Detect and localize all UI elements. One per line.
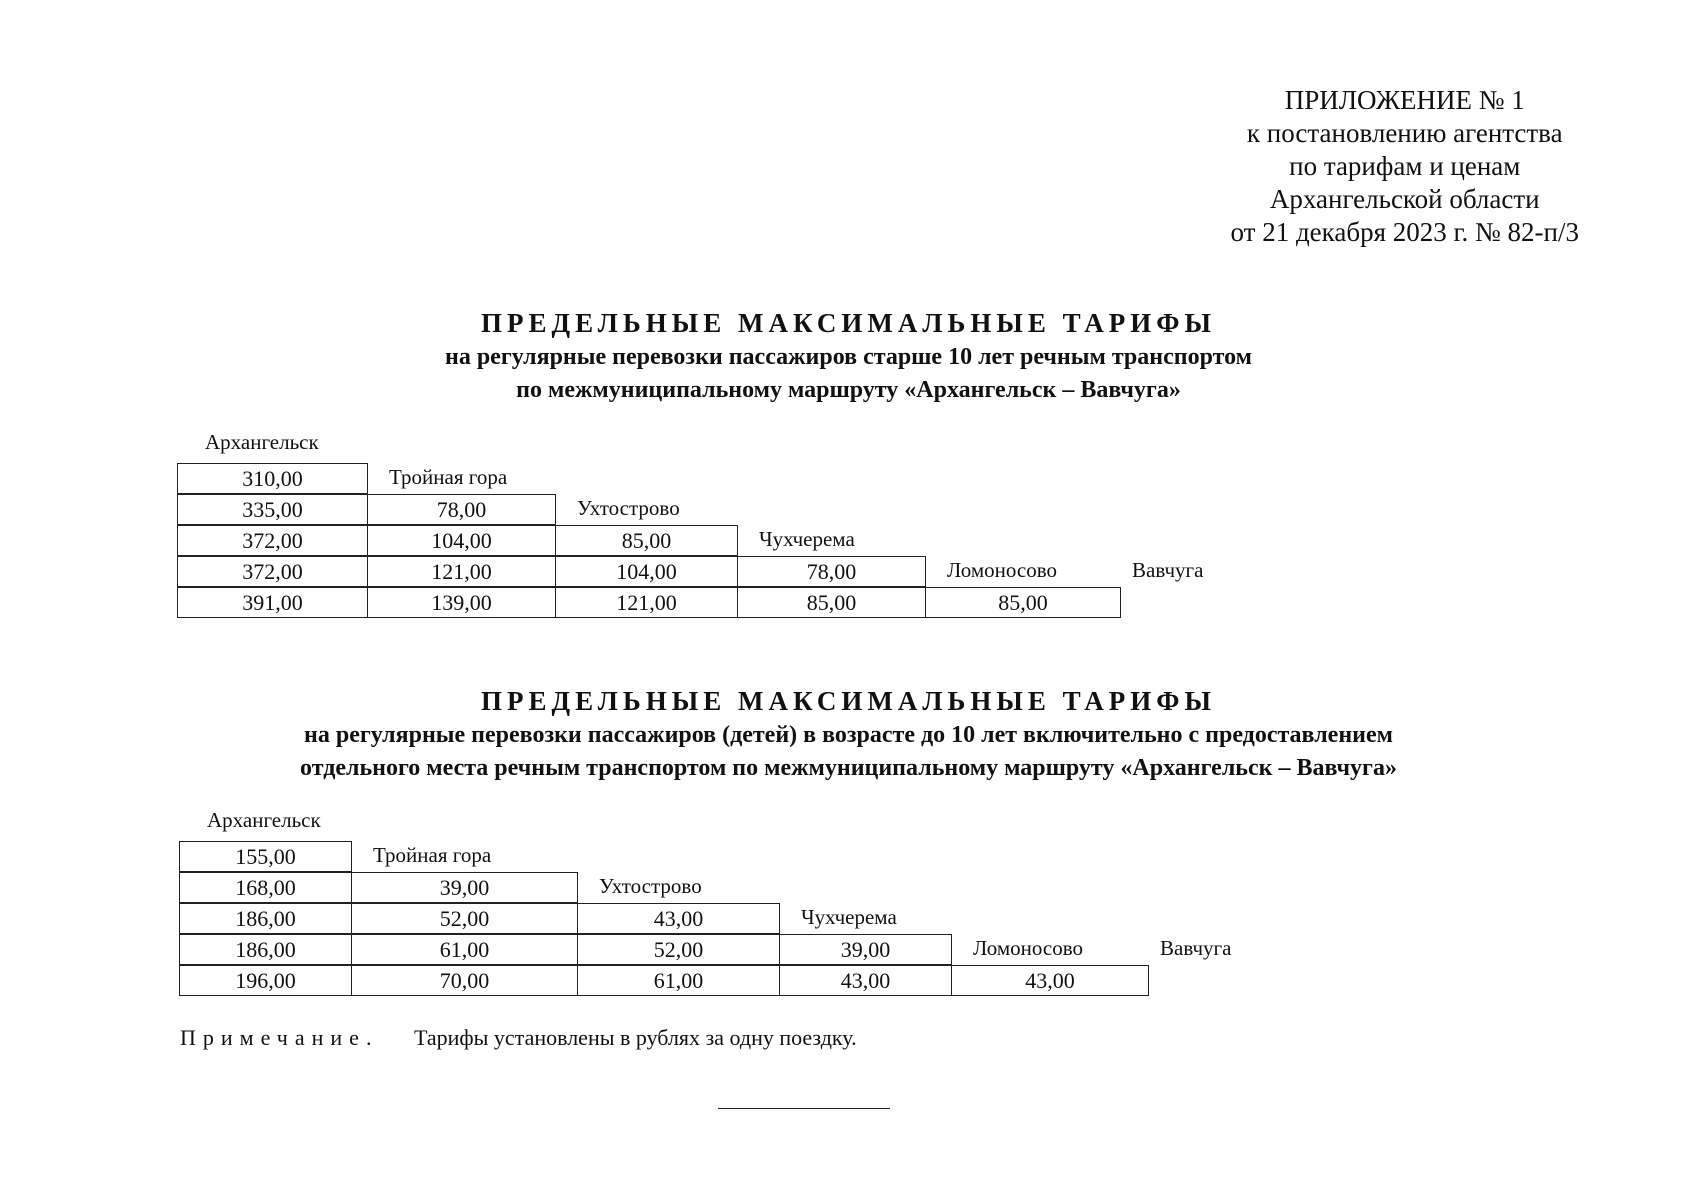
fare-cell: 335,00 — [177, 494, 368, 525]
stop-label: Чухчерема — [759, 527, 855, 551]
fare-cell: 104,00 — [555, 556, 738, 587]
fare-cell: 61,00 — [351, 934, 578, 965]
fare-cell: 78,00 — [367, 494, 556, 525]
section2-heading — [0, 683, 1697, 785]
appendix-line-5: от 21 декабря 2023 г. № 82-п/3 — [1230, 217, 1579, 247]
stop-label: Архангельск — [205, 430, 319, 454]
fare-cell: 39,00 — [351, 872, 578, 903]
fare-cell: 85,00 — [925, 587, 1121, 618]
stop-label: Тройная гора — [389, 465, 508, 489]
fare-cell: 43,00 — [779, 965, 952, 996]
fare-cell: 139,00 — [367, 587, 556, 618]
section1-subtitle-1: на регулярные перевозки пассажиров старше 10 лет речным транспортом — [445, 344, 1252, 370]
fare-cell: 168,00 — [179, 872, 352, 903]
section2-subtitle-2: отдельного места речным транспортом по межмуниципальному маршруту «Архангельск – Вавчуга» — [300, 755, 1397, 781]
fare-cell: 196,00 — [179, 965, 352, 996]
fare-cell: 372,00 — [177, 556, 368, 587]
fare-cell: 186,00 — [179, 934, 352, 965]
fare-cell: 70,00 — [351, 965, 578, 996]
appendix-line-3: по тарифам и ценам — [1289, 151, 1521, 181]
section1-title: ПРЕДЕЛЬНЫЕ МАКСИМАЛЬНЫЕ ТАРИФЫ — [481, 308, 1216, 338]
section1-heading — [0, 305, 1697, 407]
appendix-line-4: Архангельской области — [1269, 184, 1540, 214]
stop-label: Ухтострово — [599, 874, 702, 898]
fare-cell: 52,00 — [577, 934, 780, 965]
stop-label: Чухчерема — [801, 905, 897, 929]
note-text: Тарифы установлены в рублях за одну поездку. — [413, 1025, 857, 1050]
stop-label: Тройная гора — [373, 843, 492, 867]
closing-rule — [718, 1108, 890, 1109]
fare-cell: 43,00 — [577, 903, 780, 934]
fare-cell: 372,00 — [177, 525, 368, 556]
appendix-header — [1231, 84, 1580, 249]
fare-cell: 78,00 — [737, 556, 926, 587]
fare-cell: 121,00 — [367, 556, 556, 587]
fare-cell: 43,00 — [951, 965, 1149, 996]
stop-label: Архангельск — [207, 808, 321, 832]
fare-cell: 104,00 — [367, 525, 556, 556]
appendix-line-1: ПРИЛОЖЕНИЕ № 1 — [1284, 85, 1525, 115]
section2-subtitle-1: на регулярные перевозки пассажиров (детей) в возрасте до 10 лет включительно с предоставлением — [304, 722, 1393, 748]
fare-cell: 52,00 — [351, 903, 578, 934]
fare-cell: 39,00 — [779, 934, 952, 965]
fare-cell: 310,00 — [177, 463, 368, 494]
note — [180, 1025, 857, 1051]
appendix-line-2: к постановлению агентства — [1246, 118, 1563, 148]
section2-title: ПРЕДЕЛЬНЫЕ МАКСИМАЛЬНЫЕ ТАРИФЫ — [481, 686, 1216, 716]
stop-label: Ухтострово — [577, 496, 680, 520]
stop-label: Вавчуга — [1160, 936, 1232, 960]
fare-cell: 391,00 — [177, 587, 368, 618]
stop-label: Ломоносово — [973, 936, 1083, 960]
fare-cell: 186,00 — [179, 903, 352, 934]
note-prefix: Примечание. — [180, 1025, 379, 1050]
fare-cell: 61,00 — [577, 965, 780, 996]
section1-subtitle-2: по межмуниципальному маршруту «Архангельск – Вавчуга» — [516, 377, 1181, 403]
fare-cell: 85,00 — [737, 587, 926, 618]
fare-cell: 155,00 — [179, 841, 352, 872]
stop-label: Вавчуга — [1132, 558, 1204, 582]
fare-cell: 121,00 — [555, 587, 738, 618]
fare-cell: 85,00 — [555, 525, 738, 556]
stop-label: Ломоносово — [947, 558, 1057, 582]
